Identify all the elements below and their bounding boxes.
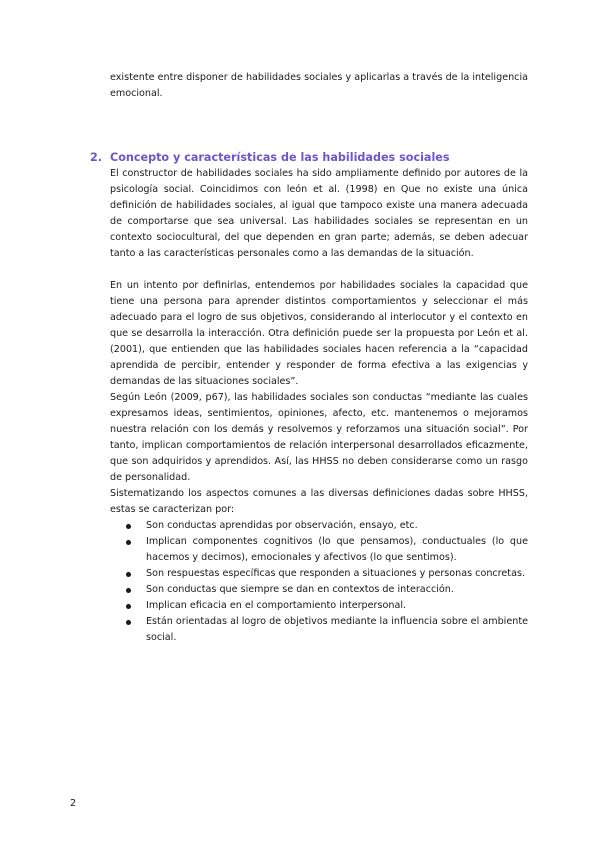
paragraph-definition: El constructor de habilidades sociales ha sido ampliamente definido por autores de la psicología social. Coincidimos con león et al. (1998) en Que no existe una única definición de habilidades sociales, al igual que tampoco existe una manera adecuada de comportarse que sea universal. Las habilidades sociales se representan en un contexto sociocultural, del que dependen en gran parte; además, se deben adecuar tanto a las características personales como a las demandas de la situación.: [110, 168, 528, 259]
section-number: 2.: [90, 151, 103, 164]
list-item-text: Son conductas que siempre se dan en contextos de interacción.: [146, 584, 454, 595]
list-item: [110, 598, 528, 614]
paragraph-sistematizando: Sistematizando los aspectos comunes a las diversas definiciones dadas sobre HHSS, estas se caracterizan por:: [110, 488, 528, 515]
list-item: [110, 518, 528, 534]
bullet-icon: [126, 604, 131, 609]
list-item-text: Están orientadas al logro de objetivos mediante la influencia sobre el ambiente social.: [146, 616, 528, 643]
list-item-text: Son respuestas específicas que responden a situaciones y personas concretas.: [146, 568, 525, 579]
list-item-text: Son conductas aprendidas por observación, ensayo, etc.: [146, 520, 418, 531]
bullet-icon: [126, 524, 131, 529]
bullet-icon: [126, 540, 131, 545]
bullet-icon: [126, 620, 131, 625]
section-title: Concepto y características de las habilidades sociales: [110, 151, 450, 164]
bullet-icon: [126, 572, 131, 577]
list-item-text: Implican eficacia en el comportamiento interpersonal.: [146, 600, 407, 611]
list-item: [110, 566, 528, 582]
characteristics-list: [110, 518, 528, 646]
list-item-text: Implican componentes cognitivos (lo que pensamos), conductuales (lo que hacemos y decimos), emocionales y afectivos (lo que sentimos).: [146, 536, 528, 563]
page-number: 2: [70, 798, 77, 809]
section-heading: [90, 150, 530, 166]
list-item: [110, 582, 528, 598]
list-item: [110, 534, 528, 566]
paragraph-intento: En un intento por definirlas, entendemos por habilidades sociales la capacidad que tiene una persona para aprender distintos comportamientos y seleccionar el más adecuado para el logro de sus objetivos, considerando al interlocutor y el contexto en que se desarrolla la interacción. Otra definición puede ser la propuesta por León et al. (2001), que entienden que las habilidades sociales hacen referencia a la “capacidad aprendida de percibir, entender y responder de forma efectiva a las exigencias y demandas de las situaciones sociales”.: [110, 280, 528, 387]
paragraph-leon: Según León (2009, p67), las habilidades sociales son conductas “mediante las cuales expresamos ideas, sentimientos, opiniones, afecto, etc. mantenemos o mejoramos nuestra relación con los demás y resolvemos y reforzamos una situación social”. Por tanto, implican comportamientos de relación interpersonal desarrollados eficazmente, que son adquiridos y aprendidos. Así, las HHSS no deben considerarse como un rasgo de personalidad.: [110, 392, 528, 483]
intro-continuation: existente entre disponer de habilidades sociales y aplicarlas a través de la inteligencia emocional.: [110, 72, 528, 99]
bullet-icon: [126, 588, 131, 593]
list-item: [110, 614, 528, 646]
